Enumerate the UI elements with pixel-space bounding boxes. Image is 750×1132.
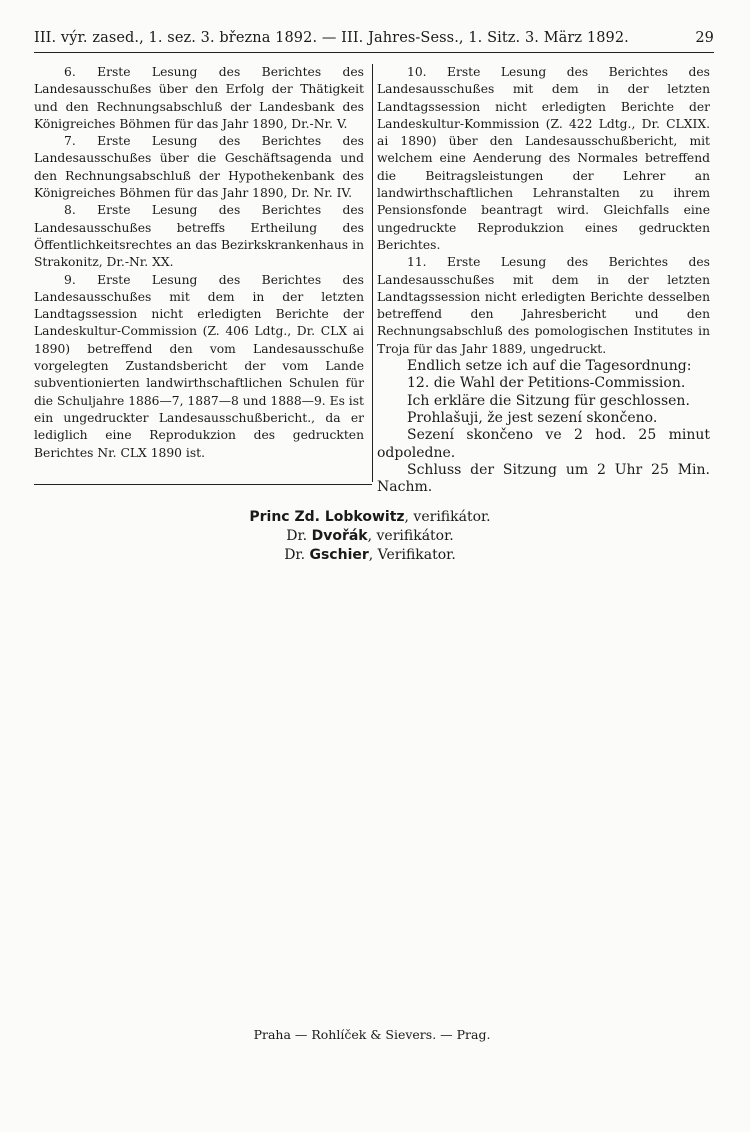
- signature-line: [0, 527, 740, 546]
- page-number: 29: [695, 30, 714, 46]
- agenda-item-10: 10. Erste Lesung des Berichtes des Landesausschußes mit dem in der letzten Landtagssession nicht erledigten Berichte der Landeskultur-Kommission (Z. 422 Ldtg., Dr. CLXIX. ai 1890) über den Landesausschußbericht, mit welchem eine Aenderung des Normales betreffend die Beitragsleistungen der Lehrer an landwirthschaftlichen Lehranstalten zu ihrem Pensionsfonde beantragt wird. Gleichfalls eine ungedruckte Reprodukzion eines gedruckten Berichtes.: [377, 65, 710, 252]
- running-header: [34, 30, 714, 46]
- closing-statement-de: Ich erkläre die Sitzung für geschlossen.: [407, 392, 690, 409]
- session-end-de: Schluss der Sitzung um 2 Uhr 25 Min. Nachm.: [377, 461, 710, 496]
- verifier-signatures: [0, 508, 740, 565]
- signature-name: Dvořák: [311, 528, 368, 544]
- column-divider: [372, 64, 373, 482]
- right-column: [377, 64, 710, 496]
- printer-imprint: Praha — Rohlíček & Sievers. — Prag.: [253, 1027, 491, 1042]
- signature-name: Gschier: [309, 547, 369, 563]
- agenda-intro: Endlich setze ich auf die Tagesordnung:: [407, 358, 692, 375]
- signature-role: , Verifikator.: [368, 547, 456, 563]
- signature-name: Princ Zd. Lobkowitz: [249, 509, 405, 525]
- agenda-item-11: 11. Erste Lesung des Berichtes des Landesausschußes mit dem in der letzten Landtagssession nicht erledigten Berichte desselben betreffend den Jahresbericht und den Rechnungsabschluß des pomologischen Institutes in Troja für das Jahr 1889, ungedruckt.: [377, 255, 710, 356]
- agenda-item-6: 6. Erste Lesung des Berichtes des Landesausschußes über den Erfolg der Thätigkeit und den Rechnungsabschluß der Landesbank des Königreiches Böhmen für das Jahr 1890, Dr.-Nr. V.: [34, 65, 364, 131]
- header-session-info: III. výr. zased., 1. sez. 3. března 1892. — III. Jahres-Sess., 1. Sitz. 3. März 1892.: [34, 30, 629, 46]
- signature-prefix: Dr.: [284, 547, 310, 563]
- session-end-cz: Sezení skončeno ve 2 hod. 25 minut odpoledne.: [377, 427, 710, 461]
- agenda-item-8: 8. Erste Lesung des Berichtes des Landesausschußes betreffs Ertheilung des Öffentlichkeitsrechtes an das Bezirkskrankenhaus in Strakonitz, Dr.-Nr. XX.: [34, 203, 364, 270]
- signature-line: [0, 508, 740, 527]
- signature-role: , verifikátor.: [404, 509, 491, 525]
- agenda-item-7: 7. Erste Lesung des Berichtes des Landesausschußes über die Geschäftsagenda und den Rechnungsabschluß der Hypothekenbank des Königreiches Böhmen für das Jahr 1890, Dr. Nr. IV.: [34, 134, 364, 201]
- closing-statement-cz: Prohlašuji, že jest sezení skončeno.: [407, 409, 658, 426]
- signature-prefix: Dr.: [286, 528, 312, 544]
- header-rule: [34, 52, 714, 53]
- signature-role: , verifikátor.: [367, 528, 454, 544]
- signature-line: [0, 546, 740, 565]
- left-column: [34, 64, 364, 462]
- left-column-end-rule: [34, 484, 372, 485]
- agenda-item-12: 12. die Wahl der Petitions-Commission.: [407, 375, 686, 392]
- agenda-item-9: 9. Erste Lesung des Berichtes des Landesausschußes mit dem in der letzten Landtagssession nicht erledigten Berichte der Landeskultur-Commission (Z. 406 Ldtg., Dr. CLX ai 1890) betreffend den vom Landesausschuße vorgelegten Zustandsbericht der vom Lande subventionierten landwirthschaftlichen Schulen für die Schuljahre 1886—7, 1887—8 und 1888—9. Es ist ein ungedruckter Landesausschußbericht., da er lediglich eine Reprodukzion des gedruckten Berichtes Nr. CLX 1890 ist.: [34, 272, 364, 460]
